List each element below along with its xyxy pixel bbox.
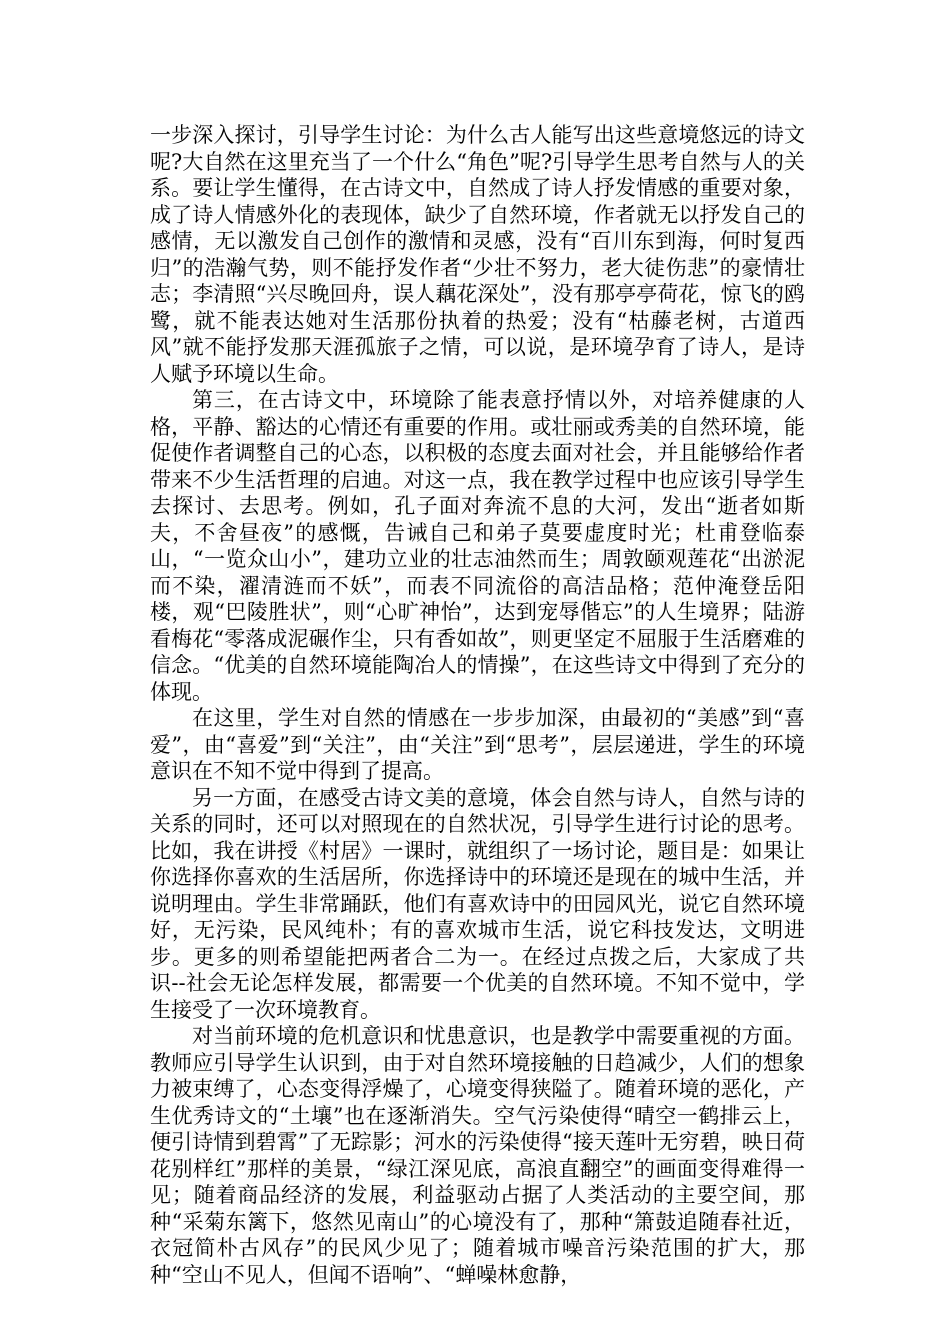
paragraph-1: 一步深入探讨，引导学生讨论：为什么古人能写出这些意境悠远的诗文呢?大自然在这里充当了一个什么“角色”呢?引导学生思考自然与人的关系。要让学生懂得，在古诗文中，自然成了诗人抒发情感的重要对象，成了诗人情感外化的表现体，缺少了自然环境，作者就无以抒发自己的感情，无以激发自己创作的激情和灵感，没有“百川东到海，何时复西归”的浩瀚气势，则不能抒发作者“少壮不努力，老大徒伤悲”的豪情壮志；李清照“兴尽晚回舟，误人藕花深处”，没有那亭亭荷花，惊飞的鸥鹭，就不能表达她对生活那份执着的热爱；没有“枯藤老树，古道西风”就不能抒发那天涯孤旅子之情，可以说，是环境孕育了诗人，是诗人赋予环境以生命。 — [150, 123, 805, 386]
paragraph-3: 在这里，学生对自然的情感在一步步加深，由最初的“美感”到“喜爱”，由“喜爱”到“关注”，由“关注”到“思考”，层层递进，学生的环境意识在不知不觉中得到了提高。 — [150, 706, 805, 783]
paragraph-5: 对当前环境的危机意识和忧患意识，也是教学中需要重视的方面。教师应引导学生认识到，由于对自然环境接触的日趋减少，人们的想象力被束缚了，心态变得浮燥了，心境变得狭隘了。随着环境的恶化，产生优秀诗文的“土壤”也在逐渐消失。空气污染使得“晴空一鹤排云上，便引诗情到碧霄”了无踪影；河水的污染使得“接天莲叶无穷碧，映日荷花别样红”那样的美景，“绿江深见底，高浪直翻空”的画面变得难得一见；随着商品经济的发展，利益驱动占据了人类活动的主要空间，那种“采菊东篱下，悠然见南山”的心境没有了，那种“箫鼓追随春社近，衣冠简朴古风存”的民风少见了；随着城市噪音污染范围的扩大，那种“空山不见人，但闻不语响”、“蝉噪林愈静， — [150, 1024, 805, 1287]
paragraph-2: 第三，在古诗文中，环境除了能表意抒情以外，对培养健康的人格，平静、豁达的心情还有重要的作用。或壮丽或秀美的自然环境，能促使作者调整自己的心态，以积极的态度去面对社会，并且能够给作者带来不少生活哲理的启迪。对这一点，我在教学过程中也应该引导学生去探讨、去思考。例如，孔子面对奔流不息的大河，发出“逝者如斯夫，不舍昼夜”的感慨，告诫自己和弟子莫要虚度时光；杜甫登临泰山，“一览众山小”，建功立业的壮志油然而生；周敦颐观莲花“出淤泥而不染，濯清涟而不妖”，而表不同流俗的高洁品格；范仲淹登岳阳楼，观“巴陵胜状”，则“心旷神怡”，达到宠辱偕忘”的人生境界；陆游看梅花“零落成泥碾作尘，只有香如故”，则更坚定不屈服于生活磨难的信念。“优美的自然环境能陶冶人的情操”，在这些诗文中得到了充分的体现。 — [150, 388, 805, 704]
paragraph-4: 另一方面，在感受古诗文美的意境，体会自然与诗人，自然与诗的关系的同时，还可以对照现在的自然状况，引导学生进行讨论的思考。比如，我在讲授《村居》一课时，就组织了一场讨论，题目是：如果让你选择你喜欢的生活居所，你选择诗中的环境还是现在的城中生活，并说明理由。学生非常踊跃，他们有喜欢诗中的田园风光，说它自然环境好，无污染，民风纯朴；有的喜欢城市生活，说它科技发达，文明进步。更多的则希望能把两者合二为一。在经过点拨之后，大家成了共识--社会无论怎样发展，都需要一个优美的自然环境。不知不觉中，学生接受了一次环境教育。 — [150, 785, 805, 1022]
document-page — [150, 122, 805, 1288]
